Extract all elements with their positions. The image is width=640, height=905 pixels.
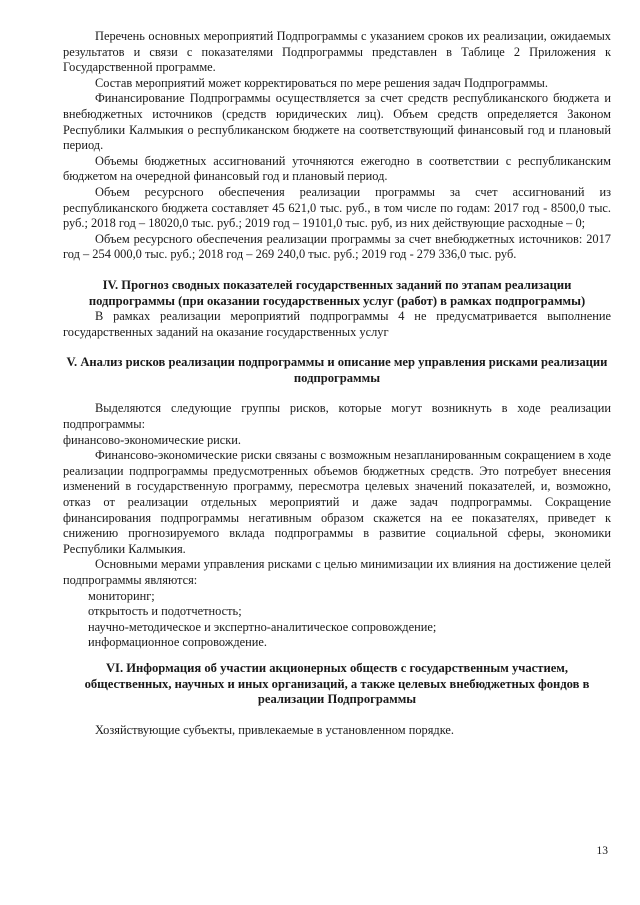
spacer [63, 708, 611, 723]
list-item: научно-методическое и экспертно-аналитическое сопровождение; [88, 619, 437, 634]
section-heading-iv: IV. Прогноз сводных показателей государственных заданий по этапам реализации подпрограммы (при оказании государственных услуг (работ) в рамках подпрограммы) [88, 277, 586, 308]
paragraph: В рамках реализации мероприятий подпрограммы 4 не предусматривается выполнение государственных заданий на оказание государственных услуг [63, 309, 611, 339]
paragraph: Выделяются следующие группы рисков, которые могут возникнуть в ходе реализации подпрограммы: [63, 401, 611, 432]
section-heading-v: V. Анализ рисков реализации подпрограммы и описание мер управления рисками реализации подпрограммы [66, 355, 608, 385]
spacer [63, 386, 611, 401]
spacer [63, 263, 611, 278]
paragraph: Финансово-экономические риски связаны с возможным незапланированным сокращением в ходе реализации подпрограммы предусмотренных объемов бюджетных средств. Это потребует внесения изменений в государственную программу, пересмотра целевых значений показателей, и, возможно, отказ от реализации отдельных мероприятий и даже задач подпрограммы. Сокращение финансирования подпрограммы негативным образом скажется на ее показателях, приведет к снижению прогнозируемого вклада подпрограммы в развитие социальной сферы, экономики Республики Калмыкия. [63, 448, 611, 556]
paragraph: Перечень основных мероприятий Подпрограммы с указанием сроков их реализации, ожидаемых результатов и связи с показателями Подпрограммы представлен в Таблице 2 Приложения к Государственной программе. [63, 29, 611, 75]
paragraph: Хозяйствующие субъекты, привлекаемые в установленном порядке. [95, 722, 455, 737]
paragraph: Объемы бюджетных ассигнований уточняются ежегодно в соответствии с республиканским бюджетом на очередной финансовый год и плановый период. [63, 153, 611, 184]
spacer [63, 340, 611, 355]
spacer [63, 651, 611, 661]
paragraph: Объем ресурсного обеспечения реализации программы за счет внебюджетных источников: 2017 год – 254 000,0 тыс. руб.; 2018 год – 269 240,0 тыс. руб.; 2019 год - 279 336,0 тыс. руб. [63, 231, 611, 262]
page-number: 13 [596, 845, 608, 857]
paragraph: Объем ресурсного обеспечения реализации программы за счет ассигнований из республиканского бюджета составляет 45 621,0 тыс. руб., в том числе по годам: 2017 год - 8500,0 тыс. руб.; 2018 год – 18020,0 тыс. руб.; 2019 год – 19101,0 тыс. руб, из них действующие расходные – 0; [63, 184, 611, 231]
paragraph: Основными мерами управления рисками с целью минимизации их влияния на достижение целей подпрограммы являются: [63, 557, 611, 587]
list-item: мониторинг; [88, 588, 155, 603]
paragraph: финансово-экономические риски. [63, 432, 242, 447]
list-item: информационное сопровождение. [88, 635, 268, 650]
paragraph: Финансирование Подпрограммы осуществляется за счет средств республиканского бюджета и внебюджетных источников (средств юридических лиц). Объем средств определяется Законом Республики Калмыкия о республиканском бюджете на соответствующий финансовый год и плановый период. [63, 91, 611, 153]
document-page [63, 29, 611, 738]
section-heading-vi: VI. Информация об участии акционерных обществ с государственным участием, общественных, научных и иных организаций, а также целевых внебюджетных фондов в реализации Подпрограммы [84, 660, 590, 707]
list-item: открытость и подотчетность; [88, 604, 242, 619]
paragraph: Состав мероприятий может корректироваться по мере решения задач Подпрограммы. [95, 75, 548, 90]
